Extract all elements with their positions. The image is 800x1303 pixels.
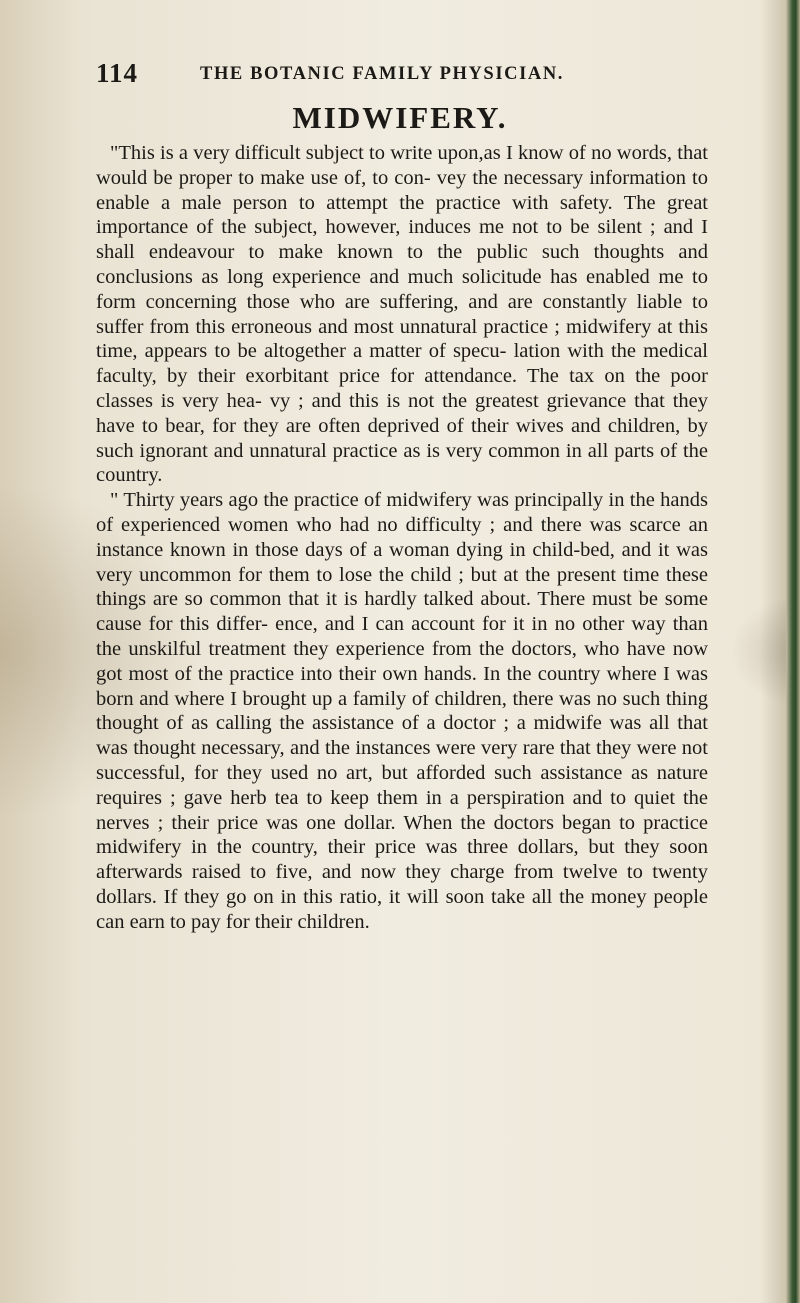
body-text <box>96 141 708 935</box>
page-edge-binding <box>786 0 800 1303</box>
page-number: 114 <box>96 58 139 88</box>
page-header <box>96 58 716 90</box>
running-head: THE BOTANIC FAMILY PHYSICIAN. <box>200 64 565 84</box>
chapter-title: MIDWIFERY. <box>292 100 508 135</box>
paragraph-2: " Thirty years ago the practice of midwifery was principally in the hands of experienced women who had no difficulty ; and there was scarce an instance known in those days of a woman dying in child-bed, and it was very uncommon for them to lose the child ; but at the present time these things are so common that it is hardly talked about. There must be some cause for this differ- ence, and I can account for it in no other way than the unskilful treatment they experience from the doctors, who have now got most of the practice into their own hands. In the country where I was born and where I brought up a family of children, there was no such thing thought of as calling the assistance of a doctor ; a midwife was all that was thought necessary, and the instances were very rare that they were not successful, for they used no art, but afforded such assistance as nature requires ; gave herb tea to keep them in a perspiration and to quiet the nerves ; their price was one dollar. When the doctors began to practice midwifery in the country, their price was three dollars, but they soon afterwards raised to five, and now they charge from twelve to twenty dollars. If they go on in this ratio, it will soon take all the money people can earn to pay for their children. <box>96 489 708 933</box>
paragraph-1: "This is a very difficult subject to write upon,as I know of no words, that would be proper to make use of, to con- vey the necessary information to enable a male person to attempt the practice with safety. The great importance of the subject, however, induces me not to be silent ; and I shall endeavour to make known to the public such thoughts and conclusions as long experience and much solicitude has enabled me to form concerning those who are suffering, and are constantly liable to suffer from this erroneous and most unnatural practice ; midwifery at this time, appears to be altogether a matter of specu- lation with the medical faculty, by their exorbitant price for attendance. The tax on the poor classes is very hea- vy ; and this is not the greatest grievance that they have to bear, for they are often deprived of their wives and children, by such ignorant and unnatural practice as is very common in all parts of the country. <box>96 142 708 487</box>
